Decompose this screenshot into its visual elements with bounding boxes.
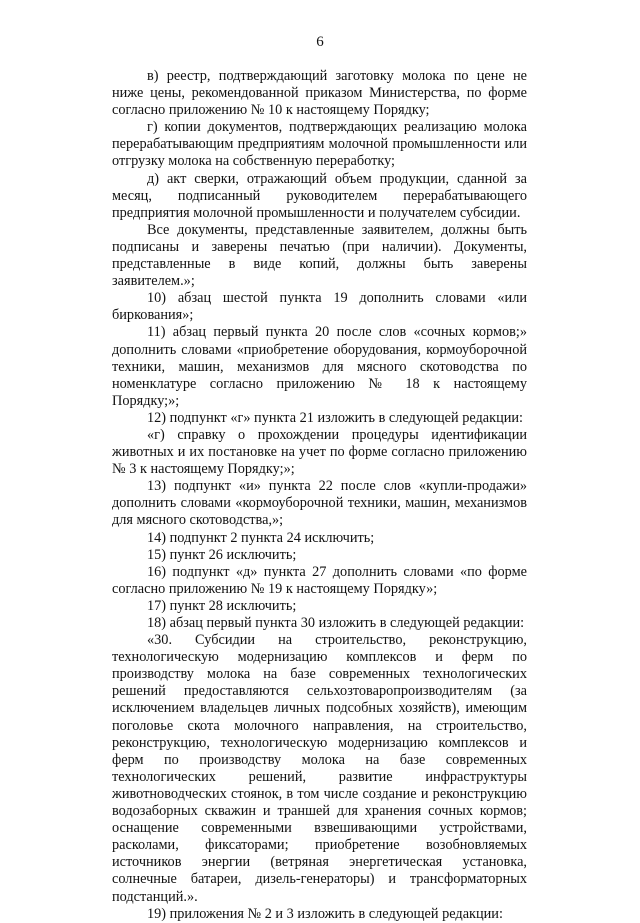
paragraph: 14) подпункт 2 пункта 24 исключить; (147, 529, 375, 546)
paragraph: 12) подпункт «г» пункта 21 изложить в следующей редакции: (147, 409, 524, 426)
paragraph: г) копии документов, подтверждающих реализацию молока перерабатывающим предприятиям молочной промышленности или отгрузку молока на собственную переработку; (112, 119, 527, 170)
paragraph: Все документы, представленные заявителем, должны быть подписаны и заверены печатью (при наличии). Документы, представленные в виде копий, должны быть заверены заявителем.»; (112, 221, 527, 290)
paragraph: д) акт сверки, отражающий объем продукции, сданной за месяц, подписанный руководителем перерабатывающего предприятия молочной промышленности и получателем субсидии. (112, 170, 527, 221)
paragraph: 19) приложения № 2 и 3 изложить в следующей редакции: (147, 905, 503, 922)
paragraph: 15) пункт 26 исключить; (147, 546, 297, 563)
page-number: 6 (316, 34, 324, 50)
document-body (112, 68, 527, 923)
paragraph: 16) подпункт «д» пункта 27 дополнить словами «по форме согласно приложению № 19 к настоящему Порядку»; (112, 563, 527, 597)
paragraph: «30. Субсидии на строительство, реконструкцию, технологическую модернизацию комплексов и ферм по производству молока на базе современных технологических решений предоставляются сельхозтоваропроизводителям (за исключением владельцев личных подсобных хозяйств), имеющим поголовье скота молочного направления, на строительство, реконструкцию, технологическую модернизацию комплексов и ферм по производству молока на базе современных технологических решений, развитие инфраструктуры животноводческих стоянок, в том числе создание и реконструкцию водозаборных скважин и траншей для хранения сочных кормов; оснащение современными взвешивающими устройствами, расколами, фиксаторами; приобретение возобновляемых источников энергии (ветряная энергетическая установка, солнечные батареи, дизель-генераторы) и трансформаторных подстанций.». (112, 632, 527, 905)
paragraph: «г) справку о прохождении процедуры идентификации животных и их постановке на учет по форме согласно приложению № 3 к настоящему Порядку;»; (112, 426, 527, 478)
paragraph: 18) абзац первый пункта 30 изложить в следующей редакции: (147, 615, 525, 631)
paragraph: 13) подпункт «и» пункта 22 после слов «купли-продажи» дополнить словами «кормоуборочной техники, машин, механизмов для мясного скотоводства,»; (112, 478, 527, 529)
paragraph: 10) абзац шестой пункта 19 дополнить словами «или биркования»; (112, 290, 527, 324)
paragraph: 17) пункт 28 исключить; (147, 597, 297, 614)
paragraph: 11) абзац первый пункта 20 после слов «сочных кормов;» дополнить словами «приобретение оборудования, кормоуборочной техники, машин, механизмов для мясного скотоводства по номенклатуре согласно приложению № 18 к настоящему Порядку;»; (112, 324, 527, 409)
paragraph: в) реестр, подтверждающий заготовку молока по цене не ниже цены, рекомендованной приказом Министерства, по форме согласно приложению № 10 к настоящему Порядку; (112, 68, 527, 119)
